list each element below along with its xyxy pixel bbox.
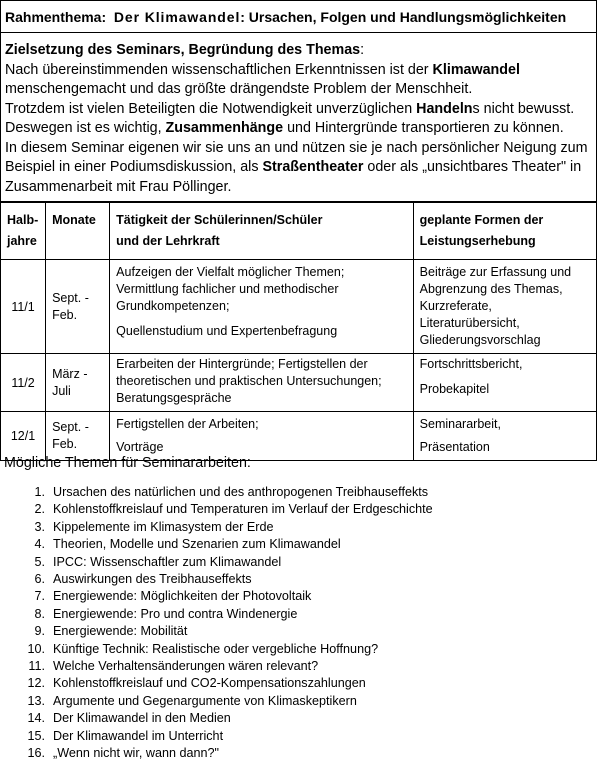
header-monate: Monate — [46, 203, 110, 260]
themes-heading: Mögliche Themen für Seminararbeiten: — [4, 455, 251, 471]
list-item: 16. „Wenn nicht wir, wann dann?" — [27, 746, 219, 761]
cell-monate: März - Juli — [46, 354, 110, 412]
list-item: 4. Theorien, Modelle und Szenarien zum Klimawandel — [34, 537, 341, 552]
header-box — [0, 0, 597, 33]
cell-taetigkeit: Erarbeiten der Hintergründe; Fertigstellen der theoretischen und praktischen Untersuchungen; Beratungsgespräche — [110, 354, 414, 412]
list-item: 11. Welche Verhaltensänderungen wären relevant? — [28, 659, 319, 674]
goal-paragraph-3: Deswegen ist es wichtig, Zusammenhänge und Hintergründe transportieren zu können. — [5, 120, 564, 136]
goal-paragraph-4: In diesem Seminar eigenen wir sie uns an und nützen sie je nach persönlicher Neigung zum Beispiel in einer Podiumsdiskussion, als Straßentheater oder als „unsichtbares Theater" in Zusammenarbeit mit Frau Pöllinger. — [5, 139, 588, 195]
list-item: 3. Kippelemente im Klimasystem der Erde — [34, 519, 274, 534]
list-item: 15. Der Klimawandel im Unterricht — [27, 728, 224, 743]
header-label: Rahmenthema: — [5, 9, 107, 25]
cell-leistung: Beiträge zur Erfassung und Abgrenzung des Themas, Kurzreferate, Literaturübersicht, Gliederungsvorschlag — [413, 260, 596, 354]
cell-halbjahr: 11/2 — [1, 354, 46, 412]
keyword-strassentheater: Straßentheater — [262, 159, 364, 175]
cell-halbjahr: 11/1 — [1, 260, 46, 354]
list-item: 8. Energiewende: Pro und contra Windenergie — [34, 606, 298, 621]
cell-monate: Sept. - Feb. — [46, 260, 110, 354]
cell-halbjahr: 12/1 — [1, 412, 46, 461]
list-item: 9. Energiewende: Mobilität — [34, 624, 188, 639]
list-item: 6. Auswirkungen des Treibhauseffekts — [34, 572, 252, 587]
list-item: 2. Kohlenstoffkreislauf und Temperaturen im Verlauf der Erdgeschichte — [34, 502, 433, 517]
keyword-handeln: Handeln — [416, 100, 473, 117]
goal-paragraph-2: Trotzdem ist vielen Beteiligten die Notwendigkeit unverzüglichen Handelns nicht bewusst. — [5, 100, 575, 117]
keyword-klimawandel: Klimawandel — [432, 61, 520, 78]
list-item: 7. Energiewende: Möglichkeiten der Photovoltaik — [34, 589, 312, 604]
header-leistungserhebung: geplante Formen der Leistungserhebung — [413, 203, 596, 260]
goal-paragraph-1: Nach übereinstimmenden wissenschaftlichen Erkenntnissen ist der Klimawandel menschengemacht und das größte drängendste Problem der Menschheit. — [5, 61, 520, 97]
header-subtitle: : Ursachen, Folgen und Handlungsmöglichkeiten — [240, 9, 567, 25]
header-halbjahre: Halb-jahre — [1, 203, 46, 260]
list-item: 10. Künftige Technik: Realistische oder vergebliche Hoffnung? — [27, 641, 379, 656]
list-item: 1. Ursachen des natürlichen und des anthropogenen Treibhauseffekts — [34, 485, 429, 499]
table-row — [1, 354, 597, 412]
list-item: 14. Der Klimawandel in den Medien — [27, 711, 231, 726]
table-row — [1, 260, 597, 354]
keyword-zusammenhaenge: Zusammenhänge — [165, 120, 284, 136]
themes-list — [23, 484, 433, 763]
table-header-row — [1, 203, 597, 260]
goal-heading-suffix: : — [360, 42, 365, 58]
cell-monate: Sept. - Feb. — [46, 412, 110, 461]
header-taetigkeit: Tätigkeit der Schülerinnen/Schüler und der Lehrkraft — [110, 203, 414, 260]
cell-leistung: Seminararbeit, Präsentation — [413, 412, 596, 461]
list-item: 13. Argumente und Gegenargumente von Klimaskeptikern — [27, 693, 357, 708]
cell-leistung: Fortschrittsbericht, Probekapitel — [413, 354, 596, 412]
seminar-plan-table — [0, 202, 597, 461]
header-title: Der Klimawandel — [113, 9, 241, 25]
goal-section — [0, 32, 597, 202]
list-item: 5. IPCC: Wissenschaftler zum Klimawandel — [34, 554, 282, 569]
cell-taetigkeit: Fertigstellen der Arbeiten; Vorträge — [110, 412, 414, 461]
cell-taetigkeit: Aufzeigen der Vielfalt möglicher Themen; Vermittlung fachlicher und methodischer Grundkompetenzen; Quellenstudium und Expertenbefragung — [110, 260, 414, 354]
table-row — [1, 412, 597, 461]
list-item: 12. Kohlenstoffkreislauf und CO2-Kompensationszahlungen — [27, 676, 366, 691]
goal-heading: Zielsetzung des Seminars, Begründung des Themas — [5, 42, 361, 58]
